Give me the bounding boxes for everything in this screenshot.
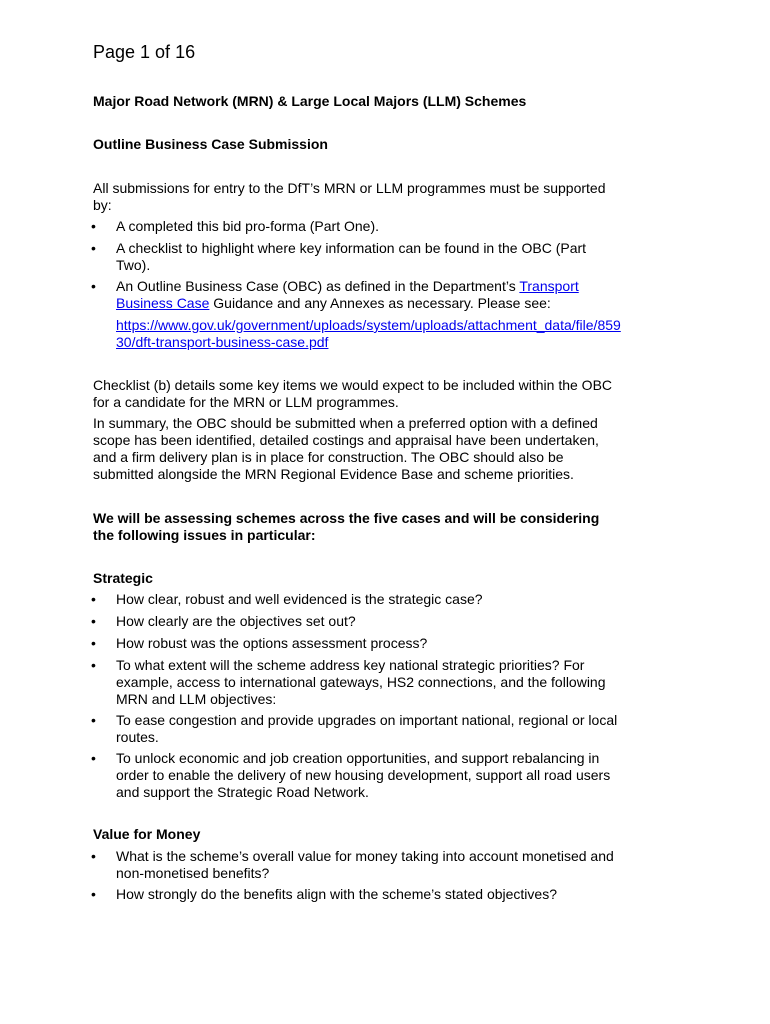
obc-guidance-url-part-2[interactable]: 30/dft-transport-business-case.pdf xyxy=(116,334,329,350)
intro-line-2: by: xyxy=(93,197,112,213)
strategic-item-5-line-2: routes. xyxy=(116,729,159,745)
summary-line-4: submitted alongside the MRN Regional Evidence Base and scheme priorities. xyxy=(93,466,574,482)
bullet-icon: • xyxy=(91,750,96,766)
strategic-item-6-line-1: To unlock economic and job creation opportunities, and support rebalancing in xyxy=(116,750,600,766)
vfm-item-1-line-2: non-monetised benefits? xyxy=(116,865,270,881)
intro-bullet-2-cont: Two). xyxy=(116,257,151,273)
intro-bullet-3 xyxy=(116,278,579,295)
bullet-icon: • xyxy=(91,240,96,256)
intro-bullet-3-text: An Outline Business Case (OBC) as defined in the Department’s xyxy=(116,278,520,294)
bullet-icon: • xyxy=(91,278,96,294)
url-line-2 xyxy=(116,334,328,351)
bullet-icon: • xyxy=(91,886,96,902)
checklist-line-1: Checklist (b) details some key items we would expect to be included within the OBC xyxy=(93,377,613,393)
strategic-item-2: How clearly are the objectives set out? xyxy=(116,613,356,629)
intro-bullet-1: A completed this bid pro-forma (Part One). xyxy=(116,218,379,234)
intro-bullet-3-cont xyxy=(116,295,551,312)
strategic-item-1: How clear, robust and well evidenced is the strategic case? xyxy=(116,591,483,607)
strategic-item-6-line-2: order to enable the delivery of new housing development, support all road users xyxy=(116,767,611,783)
url-line-1 xyxy=(116,317,621,334)
assessing-heading-line-1: We will be assessing schemes across the five cases and will be considering xyxy=(93,510,600,526)
value-for-money-heading: Value for Money xyxy=(93,826,201,842)
strategic-heading: Strategic xyxy=(93,570,153,586)
bullet-icon: • xyxy=(91,613,96,629)
strategic-item-6-line-3: and support the Strategic Road Network. xyxy=(116,784,369,800)
bullet-icon: • xyxy=(91,657,96,673)
vfm-item-1-line-1: What is the scheme’s overall value for money taking into account monetised and xyxy=(116,848,614,864)
transport-link-part-1[interactable]: Transport xyxy=(519,278,579,294)
bullet-icon: • xyxy=(91,848,96,864)
summary-line-2: scope has been identified, detailed costings and appraisal have been undertaken, xyxy=(93,432,599,448)
intro-line-1: All submissions for entry to the DfT’s MRN or LLM programmes must be supported xyxy=(93,180,606,196)
strategic-item-4-line-2: example, access to international gateways, HS2 connections, and the following xyxy=(116,674,606,690)
summary-line-1: In summary, the OBC should be submitted when a preferred option with a defined xyxy=(93,415,598,431)
strategic-item-4-line-3: MRN and LLM objectives: xyxy=(116,691,277,707)
strategic-item-4-line-1: To what extent will the scheme address key national strategic priorities? For xyxy=(116,657,585,673)
transport-link-part-2[interactable]: Business Case xyxy=(116,295,210,311)
bullet-icon: • xyxy=(91,635,96,651)
bullet-icon: • xyxy=(91,591,96,607)
page-number: Page 1 of 16 xyxy=(93,42,196,62)
summary-line-3: and a firm delivery plan is in place for construction. The OBC should also be xyxy=(93,449,564,465)
intro-bullet-2: A checklist to highlight where key information can be found in the OBC (Part xyxy=(116,240,587,256)
document-subtitle: Outline Business Case Submission xyxy=(93,136,328,152)
vfm-item-2: How strongly do the benefits align with the scheme’s stated objectives? xyxy=(116,886,557,902)
obc-guidance-url-part-1[interactable]: https://www.gov.uk/government/uploads/system/uploads/attachment_data/file/859 xyxy=(116,317,621,333)
bullet-icon: • xyxy=(91,712,96,728)
strategic-item-3: How robust was the options assessment process? xyxy=(116,635,428,651)
document-title: Major Road Network (MRN) & Large Local Majors (LLM) Schemes xyxy=(93,93,527,109)
intro-bullet-3-tail: Guidance and any Annexes as necessary. Please see: xyxy=(209,295,551,311)
checklist-line-2: for a candidate for the MRN or LLM programmes. xyxy=(93,394,399,410)
bullet-icon: • xyxy=(91,218,96,234)
assessing-heading-line-2: the following issues in particular: xyxy=(93,527,316,543)
strategic-item-5-line-1: To ease congestion and provide upgrades on important national, regional or local xyxy=(116,712,618,728)
